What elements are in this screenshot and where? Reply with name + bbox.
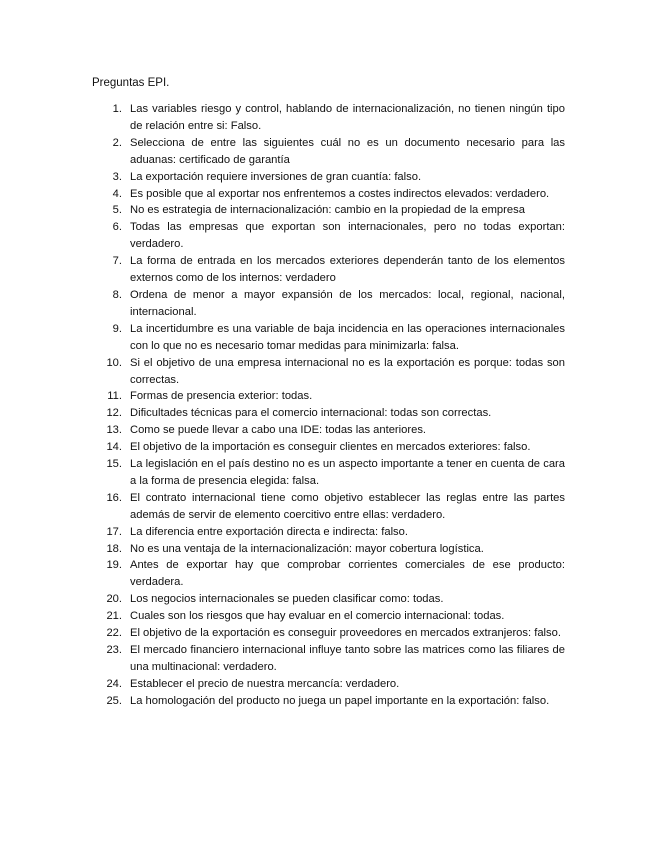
question-text: Cuales son los riesgos que hay evaluar en el comercio internacional: todas. <box>130 610 505 623</box>
question-item <box>92 287 565 321</box>
question-number: 4. <box>112 187 122 200</box>
question-text: La diferencia entre exportación directa e indirecta: falso. <box>130 525 408 538</box>
question-text: El contrato internacional tiene como objetivo establecer las reglas entre las partes además de servir de elemento coercitivo entre ellas: verdadero. <box>130 491 565 521</box>
question-item <box>92 135 565 169</box>
question-item <box>92 557 565 591</box>
question-text: La legislación en el país destino no es un aspecto importante a tener en cuenta de cara a la forma de presencia elegida: falsa. <box>130 458 565 487</box>
question-text: Como se puede llevar a cabo una IDE: todas las anteriores. <box>130 424 427 437</box>
question-text: La forma de entrada en los mercados exteriores dependerán tanto de los elementos externos como de los internos: verdadero <box>130 255 565 285</box>
question-text: No es una ventaja de la internacionalización: mayor cobertura logística. <box>130 542 484 555</box>
question-text: El objetivo de la importación es conseguir clientes en mercados exteriores: falso. <box>130 441 531 454</box>
question-number: 7. <box>112 255 122 268</box>
question-number: 19. <box>106 559 122 572</box>
question-number: 12. <box>106 407 122 420</box>
question-number: 1. <box>112 103 122 115</box>
question-text: Las variables riesgo y control, hablando de internacionalización, no tienen ningún tipo de relación entre si: Falso. <box>130 103 565 132</box>
question-item <box>92 591 565 608</box>
question-number: 9. <box>112 322 122 335</box>
question-number: 25. <box>106 694 122 707</box>
question-item <box>92 541 565 558</box>
question-number: 16. <box>106 491 122 504</box>
question-number: 17. <box>106 525 122 538</box>
question-item <box>92 693 565 710</box>
question-number: 20. <box>106 593 122 606</box>
question-item <box>92 524 565 541</box>
question-item <box>92 490 565 524</box>
question-list <box>92 101 565 710</box>
question-item <box>92 219 565 253</box>
question-number: 5. <box>112 204 122 217</box>
question-number: 21. <box>106 610 122 623</box>
question-text: Ordena de menor a mayor expansión de los mercados: local, regional, nacional, internacional. <box>130 288 565 318</box>
question-item <box>92 169 565 186</box>
question-item <box>92 253 565 287</box>
question-item <box>92 608 565 625</box>
question-number: 3. <box>112 170 122 183</box>
document-title: Preguntas EPI. <box>92 77 170 89</box>
question-number: 2. <box>112 136 122 149</box>
question-text: No es estrategia de internacionalización: cambio en la propiedad de la empresa <box>130 204 525 217</box>
question-item <box>92 202 565 219</box>
question-text: Antes de exportar hay que comprobar corrientes comerciales de ese producto: verdadera. <box>130 559 565 589</box>
question-text: Los negocios internacionales se pueden clasificar como: todas. <box>130 593 444 606</box>
question-number: 6. <box>112 221 122 234</box>
question-number: 18. <box>106 542 122 555</box>
question-text: Dificultades técnicas para el comercio internacional: todas son correctas. <box>130 407 492 420</box>
question-item <box>92 355 565 389</box>
question-text: Todas las empresas que exportan son internacionales, pero no todas exportan: verdadero. <box>130 221 565 251</box>
question-item <box>92 186 565 203</box>
question-text: Establecer el precio de nuestra mercancía: verdadero. <box>130 677 400 690</box>
question-number: 8. <box>112 288 122 301</box>
question-text: La incertidumbre es una variable de baja incidencia en las operaciones internacionales con lo que no es necesario tomar medidas para minimizarla: falsa. <box>130 322 565 352</box>
question-item <box>92 388 565 405</box>
question-number: 23. <box>106 644 122 656</box>
question-item <box>92 676 565 693</box>
question-text: La exportación requiere inversiones de gran cuantía: falso. <box>130 170 422 183</box>
question-text: Es posible que al exportar nos enfrentemos a costes indirectos elevados: verdadero. <box>130 187 550 200</box>
question-number: 24. <box>106 677 122 690</box>
question-text: Selecciona de entre las siguientes cuál no es un documento necesario para las aduanas: certificado de garantía <box>130 136 565 166</box>
question-number: 15. <box>106 458 122 471</box>
question-text: El mercado financiero internacional influye tanto sobre las matrices como las filiares de una multinacional: verdadero. <box>130 644 565 673</box>
question-item <box>92 456 565 490</box>
question-item <box>92 321 565 355</box>
question-item <box>92 422 565 439</box>
question-item <box>92 101 565 135</box>
question-number: 13. <box>106 424 122 437</box>
question-item <box>92 405 565 422</box>
question-number: 10. <box>106 356 122 369</box>
question-number: 14. <box>106 441 122 454</box>
question-text: El objetivo de la exportación es conseguir proveedores en mercados extranjeros: falso. <box>130 627 561 640</box>
question-item <box>92 625 565 642</box>
question-number: 22. <box>106 627 122 640</box>
question-number: 11. <box>107 390 122 403</box>
question-item <box>92 642 565 676</box>
question-text: Formas de presencia exterior: todas. <box>130 390 313 403</box>
question-text: Si el objetivo de una empresa internacional no es la exportación es porque: todas son correctas. <box>130 356 565 386</box>
question-text: La homologación del producto no juega un papel importante en la exportación: falso. <box>130 694 550 707</box>
question-item <box>92 439 565 456</box>
